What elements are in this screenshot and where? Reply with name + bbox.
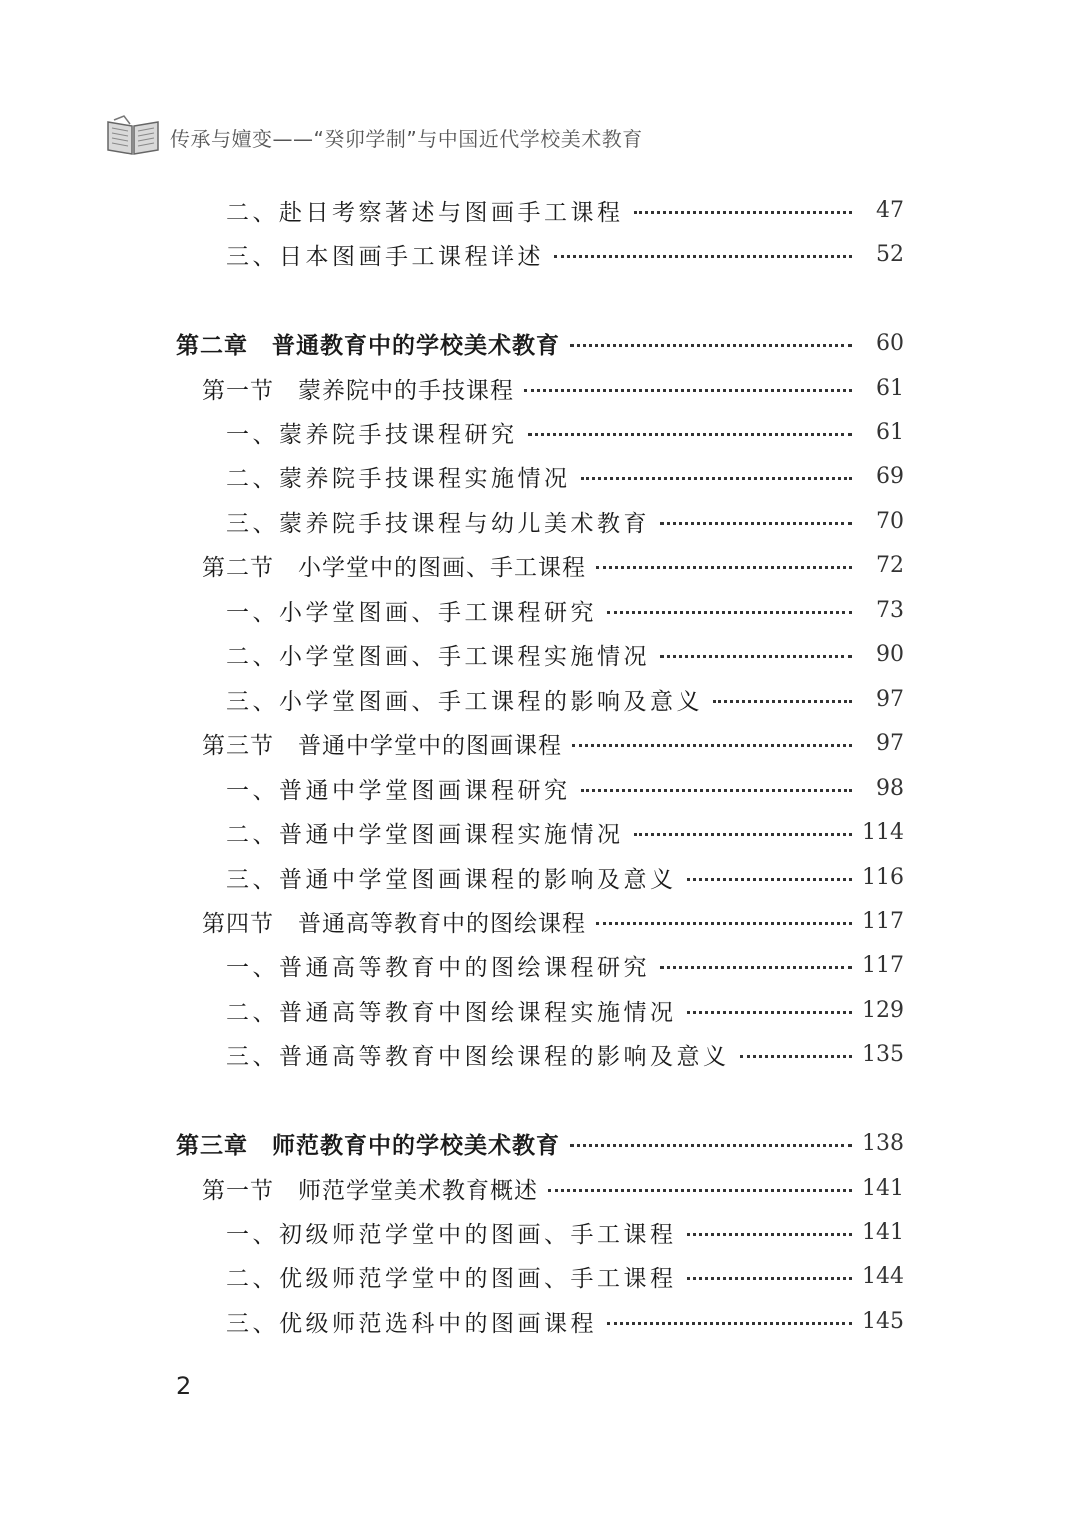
toc-item [0,943,1080,987]
open-book-icon [106,114,170,160]
dot-leader [581,477,853,480]
dot-leader [607,611,852,614]
toc-item [0,632,1080,676]
toc-page-number: 98 [876,775,904,801]
toc-item [0,232,1080,276]
toc-page-number: 114 [862,819,904,845]
toc-entry-title: 三、普通中学堂图画课程的影响及意义 [226,866,677,893]
toc-entry-title: 三、小学堂图画、手工课程的影响及意义 [226,688,703,715]
dot-leader [548,1189,852,1192]
toc-entry-title: 二、蒙养院手技课程实施情况 [226,465,571,492]
toc-entry-title: 二、小学堂图画、手工课程实施情况 [226,643,650,670]
toc-page-number: 116 [862,864,904,890]
toc-item [0,677,1080,721]
toc-item [0,588,1080,632]
toc-page-number: 145 [862,1308,904,1334]
toc-page-number: 141 [862,1175,904,1201]
toc-item [0,499,1080,543]
toc-page-number: 141 [862,1219,904,1245]
toc-entry-title: 一、普通高等教育中的图绘课程研究 [226,954,650,981]
dot-leader [687,1233,853,1236]
toc-entry-title: 三、优级师范选科中的图画课程 [226,1310,597,1337]
toc-entry-title: 二、优级师范学堂中的图画、手工课程 [226,1265,677,1292]
toc-page-number: 117 [862,952,904,978]
dot-leader [607,1322,852,1325]
dot-leader [581,789,853,792]
toc-page-number: 97 [876,686,904,712]
toc-item [0,1299,1080,1343]
toc-page-number: 138 [862,1130,904,1156]
dot-leader [687,878,853,881]
dot-leader [687,1277,853,1280]
dot-leader [713,700,852,703]
toc-section [0,366,1080,410]
toc-section [0,721,1080,765]
dot-leader [687,1011,853,1014]
toc-entry-title: 二、赴日考察著述与图画手工课程 [226,199,624,226]
toc-item [0,454,1080,498]
toc-item [0,1032,1080,1076]
toc-entry-title: 第三章 师范教育中的学校美术教育 [176,1131,560,1159]
toc-entry-title: 三、普通高等教育中图绘课程的影响及意义 [226,1043,730,1070]
dot-leader [660,655,852,658]
dot-leader [596,566,852,569]
toc-item [0,855,1080,899]
toc-item [0,188,1080,232]
dot-leader [634,833,853,836]
toc-entry-title: 一、小学堂图画、手工课程研究 [226,599,597,626]
toc-page-number: 72 [876,552,904,578]
toc-item [0,988,1080,1032]
dot-leader [660,522,852,525]
toc-entry-title: 一、普通中学堂图画课程研究 [226,777,571,804]
toc-entry-title: 第二节 小学堂中的图画、手工课程 [202,554,586,581]
toc-page-number: 97 [876,730,904,756]
toc-page-number: 73 [876,597,904,623]
toc-entry-title: 一、初级师范学堂中的图画、手工课程 [226,1221,677,1248]
page-number: 2 [176,1372,192,1400]
dot-leader [528,433,853,436]
toc-page-number: 70 [876,508,904,534]
toc-entry-title: 一、蒙养院手技课程研究 [226,421,518,448]
dot-leader [660,966,852,969]
dot-leader [740,1055,853,1058]
toc-entry-title: 二、普通中学堂图画课程实施情况 [226,821,624,848]
toc-page-number: 60 [876,330,904,356]
toc-page-number: 135 [862,1041,904,1067]
toc-entry-title: 三、日本图画手工课程详述 [226,243,544,270]
dot-leader [570,1144,852,1147]
toc-page-number: 117 [862,908,904,934]
toc-entry-title: 二、普通高等教育中图绘课程实施情况 [226,999,677,1026]
toc-item [0,1210,1080,1254]
toc-section [0,543,1080,587]
toc-section [0,899,1080,943]
running-header [106,112,643,162]
toc-item [0,1254,1080,1298]
toc-chapter [0,321,1080,365]
dot-leader [570,344,852,347]
toc-page-number: 61 [876,375,904,401]
dot-leader [596,922,852,925]
toc-entry-title: 第三节 普通中学堂中的图画课程 [202,732,562,759]
toc-page-number: 69 [876,463,904,489]
toc-page-number: 52 [876,241,904,267]
dot-leader [634,211,853,214]
book-title: 传承与嬗变——“癸卯学制”与中国近代学校美术教育 [170,126,643,151]
toc-entry-title: 三、蒙养院手技课程与幼儿美术教育 [226,510,650,537]
dot-leader [524,389,852,392]
toc-entry-title: 第一节 师范学堂美术教育概述 [202,1177,538,1204]
toc-entry-title: 第一节 蒙养院中的手技课程 [202,377,514,404]
toc-page-number: 90 [876,641,904,667]
toc-item [0,766,1080,810]
dot-leader [554,255,852,258]
dot-leader [572,744,852,747]
toc-entry-title: 第二章 普通教育中的学校美术教育 [176,331,560,359]
toc-item [0,810,1080,854]
toc-chapter [0,1121,1080,1165]
toc-item [0,410,1080,454]
toc-page-number: 47 [876,197,904,223]
toc-page-number: 144 [862,1263,904,1289]
toc-page-number: 61 [876,419,904,445]
toc-entry-title: 第四节 普通高等教育中的图绘课程 [202,910,586,937]
toc-section [0,1166,1080,1210]
toc-page-number: 129 [862,997,904,1023]
